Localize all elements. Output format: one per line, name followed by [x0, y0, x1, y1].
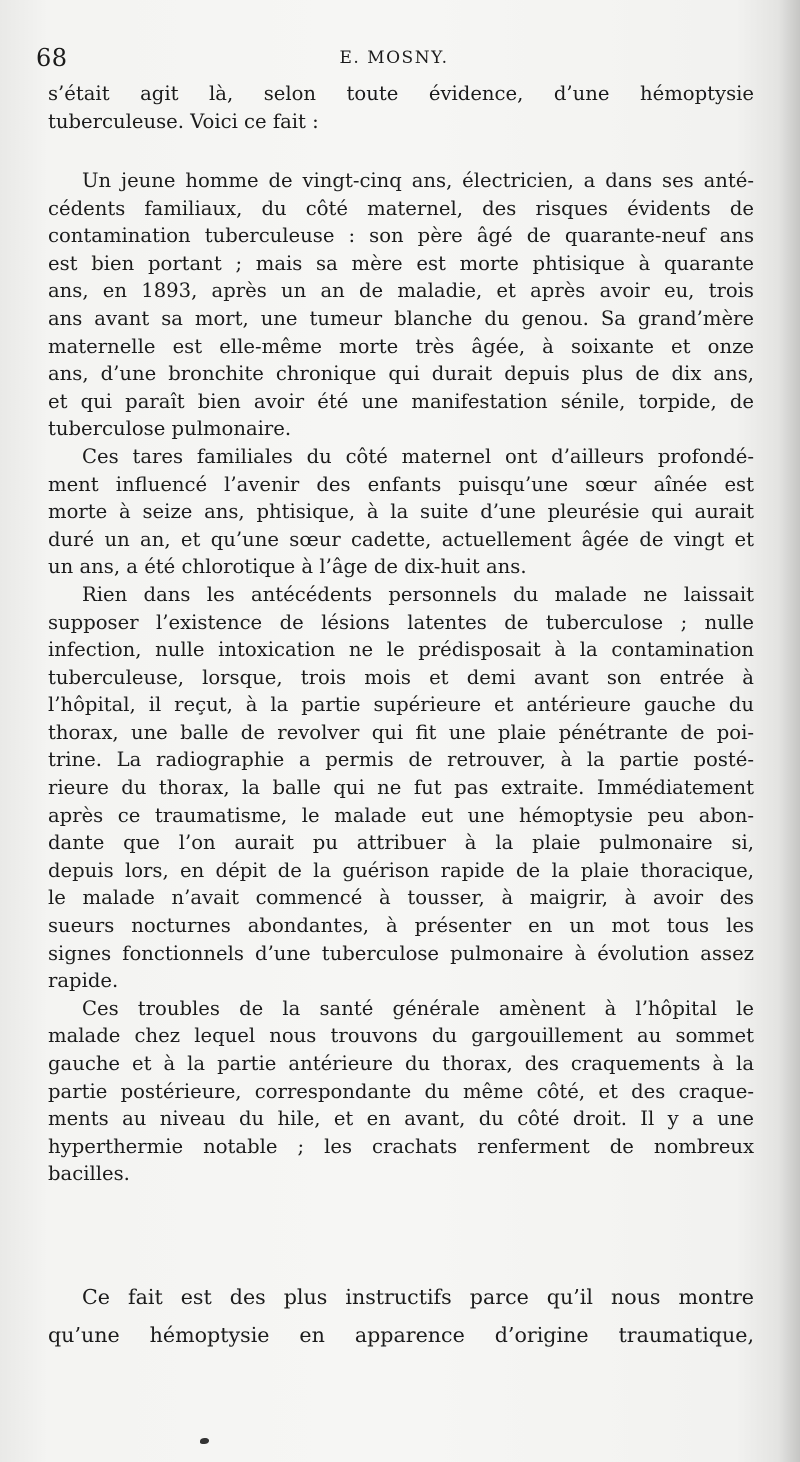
text-line: hyperthermie notable ; les crachats renferment de nombreux — [48, 1134, 754, 1158]
text-line: Ces tares familiales du côté maternel ont d’ailleurs profondé- — [82, 444, 754, 468]
text-line: signes fonctionnels d’une tuberculose pulmonaire à évolution assez — [48, 941, 754, 965]
text-line: Ces troubles de la santé générale amènent à l’hôpital le — [82, 996, 754, 1020]
text-line: bacilles. — [48, 1162, 130, 1186]
page-number: 68 — [36, 44, 68, 72]
text-line: supposer l’existence de lésions latentes de tuberculose ; nulle — [48, 610, 754, 634]
text-line: malade chez lequel nous trouvons du gargouillement au sommet — [48, 1024, 754, 1048]
text-line: tuberculose pulmonaire. — [48, 417, 292, 441]
text-line: infection, nulle intoxication ne le prédisposait à la contamination — [48, 638, 754, 662]
text-line: thorax, une balle de revolver qui fit une plaie pénétrante de poi- — [48, 720, 754, 744]
opening-text — [48, 80, 754, 135]
text-line: tuberculeuse. Voici ce fait : — [48, 109, 319, 133]
text-line: gauche et à la partie antérieure du thorax, des craquements à la — [48, 1052, 754, 1075]
text-line: Un jeune homme de vingt-cinq ans, électricien, a dans ses anté- — [82, 169, 754, 192]
text-line: Ce fait est des plus instructifs parce qu’il nous montre — [82, 1285, 754, 1309]
text-line: partie postérieure, correspondante du même côté, et des craque- — [48, 1079, 754, 1103]
text-line: cédents familiaux, du côté maternel, des risques évidents de — [48, 196, 754, 220]
text-line: sueurs nocturnes abondantes, à présenter en un mot tous les — [48, 914, 754, 938]
text-line: ans, en 1893, après un an de maladie, et après avoir eu, trois — [48, 279, 754, 303]
running-head — [36, 44, 752, 74]
text-line: duré un an, et qu’une sœur cadette, actuellement âgée de vingt et — [48, 527, 754, 551]
text-line: depuis lors, en dépit de la guérison rapide de la plaie thoracique, — [48, 858, 754, 882]
text-line: est bien portant ; mais sa mère est morte phtisique à quarante — [48, 251, 754, 275]
text-line: maternelle est elle-même morte très âgée, à soixante et onze — [48, 334, 754, 358]
text-line: l’hôpital, il reçut, à la partie supérieure et antérieure gauche du — [48, 693, 754, 717]
text-line: ments au niveau du hile, et en avant, du côté droit. Il y a une — [48, 1107, 754, 1131]
text-line: s’était agit là, selon toute évidence, d’une hémoptysie — [48, 82, 754, 105]
text-line: le malade n’avait commencé à tousser, à maigrir, à avoir des — [48, 886, 754, 910]
text-line: ans avant sa mort, une tumeur blanche du genou. Sa grand’mère — [48, 306, 754, 330]
page-edge-shadow — [778, 0, 800, 1462]
text-line: qu’une hémoptysie en apparence d’origine traumatique, — [48, 1323, 754, 1347]
text-line: contamination tuberculeuse : son père âgé de quarante-neuf ans — [48, 224, 754, 248]
text-line: ans, d’une bronchite chronique qui durait depuis plus de dix ans, — [48, 362, 754, 386]
closing-text — [48, 1278, 754, 1354]
running-head-author: E. MOSNY. — [339, 48, 449, 68]
text-line: morte à seize ans, phtisique, à la suite d’une pleurésie qui aurait — [48, 500, 754, 524]
text-line: un ans, a été chlorotique à l’âge de dix-huit ans. — [48, 555, 527, 579]
text-line: et qui paraît bien avoir été une manifestation sénile, torpide, de — [48, 389, 754, 413]
text-line: rapide. — [48, 969, 119, 993]
text-line: dante que l’on aurait pu attribuer à la plaie pulmonaire si, — [48, 831, 754, 855]
text-line: tuberculeuse, lorsque, trois mois et demi avant son entrée à — [48, 665, 754, 689]
text-line: ment influencé l’avenir des enfants puisqu’une sœur aînée est — [48, 472, 754, 496]
text-line: rieure du thorax, la balle qui ne fut pas extraite. Immédiatement — [48, 776, 754, 800]
text-line: Rien dans les antécédents personnels du malade ne laissait — [82, 582, 754, 606]
body-text — [48, 167, 754, 1188]
text-line: après ce traumatisme, le malade eut une hémoptysie peu abon- — [48, 803, 754, 827]
text-line: trine. La radiographie a permis de retrouver, à la partie posté- — [48, 748, 754, 772]
ink-speck — [200, 1438, 209, 1444]
